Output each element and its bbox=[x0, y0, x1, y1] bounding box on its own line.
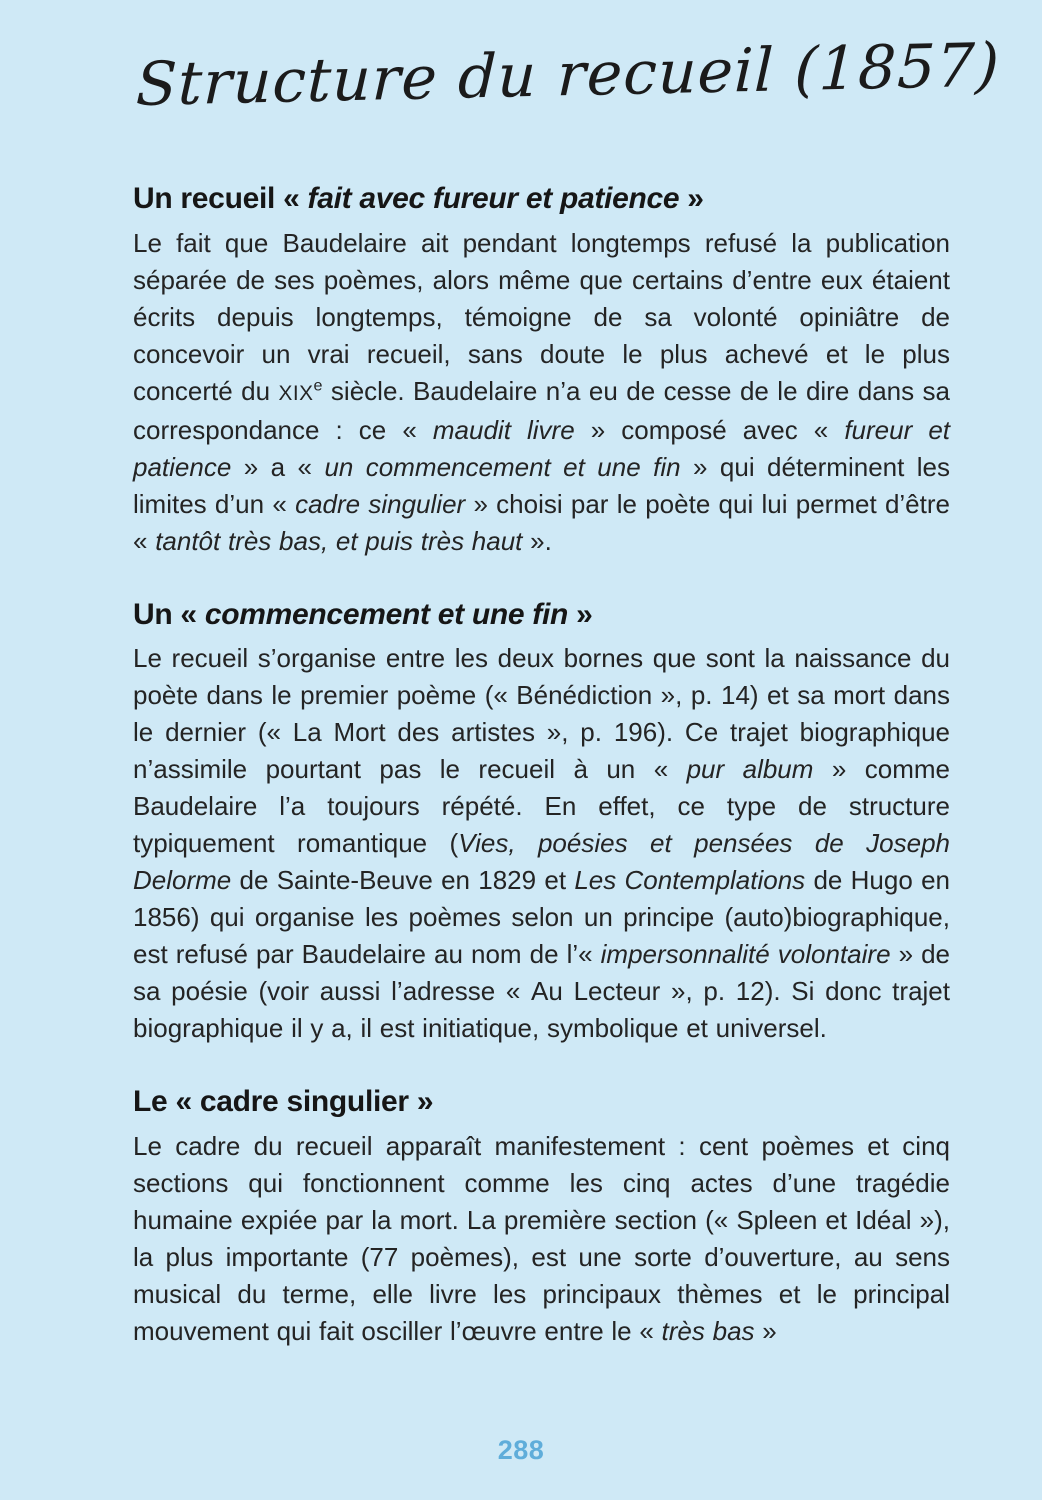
section-cadre-singulier bbox=[133, 1085, 950, 1350]
section-heading: Un recueil « fait avec fureur et patience » bbox=[133, 182, 704, 215]
page-title: Structure du recueil (1857) bbox=[134, 30, 1001, 121]
section-paragraph: Le recueil s’organise entre les deux bornes que sont la naissance du poète dans le premier poème (« Bénédiction », p. 14) et sa mort dans le dernier (« La Mort des artistes », p. 196). Ce trajet biographique n’assimile pourtant pas le recueil à un « pur album » comme Baudelaire l’a toujours répété. En effet, ce type de structure typiquement romantique (Vies, poésies et pensées de Joseph Delorme de Sainte-Beuve en 1829 et Les Contemplations de Hugo en 1856) qui organise les poèmes selon un principe (auto)biographique, est refusé par Baudelaire au nom de l’« impersonnalité volontaire » de sa poésie (voir aussi l’adresse « Au Lecteur », p. 12). Si donc trajet biographique il y a, il est initiatique, symbolique et universel. bbox=[133, 643, 951, 1043]
section-paragraph: Le cadre du recueil apparaît manifestement : cent poèmes et cinq sections qui fonctionnent comme les cinq actes d’une tragédie humaine expiée par la mort. La première section (« Spleen et Idéal »), la plus importante (77 poèmes), est une sorte d’ouverture, au sens musical du terme, elle livre les principaux thèmes et le principal mouvement qui fait osciller l’œuvre entre le « très bas » bbox=[133, 1130, 950, 1346]
section-heading: Un « commencement et une fin » bbox=[133, 597, 593, 631]
section-paragraph: Le fait que Baudelaire ait pendant longtemps refusé la publication séparée de ses poèmes, alors même que certains d’entre eux étaient écrits depuis longtemps, témoigne de sa volonté opiniâtre de concevoir un vrai recueil, sans doute le plus achevé et le plus concerté du XIXe siècle. Baudelaire n’a eu de cesse de le dire dans sa correspondance : ce « maudit livre » composé avec « fureur et patience » a « un commencement et une fin » qui déterminent les limites d’un « cadre singulier » choisi par le poète qui lui permet d’être « tantôt très bas, et puis très haut ». bbox=[133, 227, 951, 556]
page-number: 288 bbox=[497, 1435, 545, 1465]
section-heading: Le « cadre singulier » bbox=[133, 1085, 434, 1118]
section-commencement-et-fin bbox=[133, 598, 950, 1048]
section-recueil-fait-avec-fureur bbox=[133, 182, 950, 560]
